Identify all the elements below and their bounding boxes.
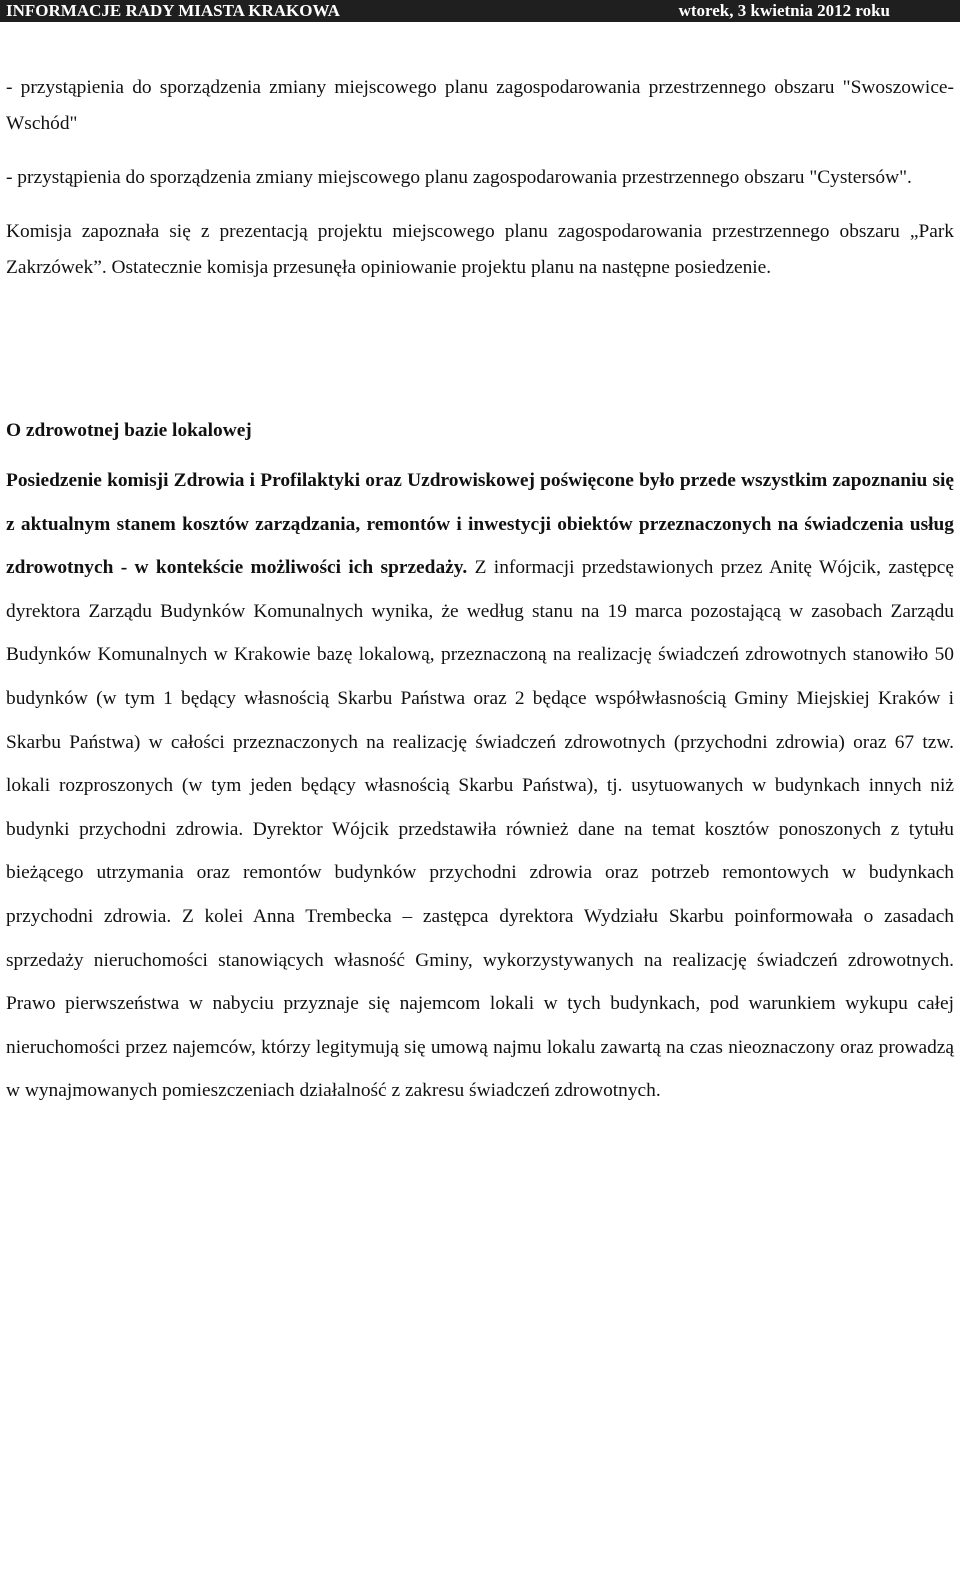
section-paragraph [6,459,954,1113]
list-item: - przystąpienia do sporządzenia zmiany miejscowego planu zagospodarowania przestrzennego obszaru "Swoszowice-Wschód" [6,77,954,134]
document-body [6,70,954,1113]
publication-date: wtorek, 3 kwietnia 2012 roku [678,1,890,20]
page-header [0,0,960,22]
spacer [6,142,954,160]
spacer [6,449,954,459]
body-text: Z informacji przedstawionych przez Anitę Wójcik, zastępcę dyrektora Zarządu Budynków Komunalnych wynika, że według stanu na 19 marca pozostającą w zasobach Zarządu Budynków Komunalnych w Krakowie bazę lokalową, przeznaczoną na realizację świadczeń zdrowotnych stanowiło 50 budynków (w tym 1 będący własnością Skarbu Państwa oraz 2 będące współwłasnością Gminy Miejskiej Kraków i Skarbu Państwa) w całości przeznaczonych na realizację świadczeń zdrowotnych (przychodni zdrowia) oraz 67 tzw. lokali rozproszonych (w tym jeden będący własnością Skarbu Państwa), tj. usytuowanych w budynkach innych niż budynki przychodni zdrowia. Dyrektor Wójcik przedstawiła również dane na temat kosztów ponoszonych z tytułu bieżącego utrzymania oraz remontów budynków przychodni zdrowia oraz potrzeb remontowych w budynkach przychodni zdrowia. Z kolei Anna Trembecka – zastępca dyrektora Wydziału Skarbu poinformowała o zasadach sprzedaży nieruchomości stanowiących własność Gminy, wykorzystywanych na realizację świadczeń zdrowotnych. Prawo pierwszeństwa w nabyciu przyznaje się najemcom lokali w tych budynkach, pod warunkiem wykupu całej nieruchomości przez najemców, którzy legitymują się umową najmu lokalu zawartą na czas nieoznaczony oraz prowadzą w wynajmowanych pomieszczeniach działalność z zakresu świadczeń zdrowotnych. [6,557,954,1102]
section-heading: O zdrowotnej bazie lokalowej [6,420,252,441]
commission-note: Komisja zapoznała się z prezentacją projektu miejscowego planu zagospodarowania przestrzennego obszaru „Park Zakrzówek”. Ostatecznie komisja przesunęła opiniowanie projektu planu na następne posiedzenie. [6,221,954,278]
publication-title: INFORMACJE RADY MIASTA KRAKOWA [6,1,340,20]
list-item: - przystąpienia do sporządzenia zmiany miejscowego planu zagospodarowania przestrzennego obszaru "Cystersów". [6,167,912,188]
spacer [6,286,954,413]
lead-text: Posiedzenie komisji Zdrowia i Profilaktyki oraz Uzdrowiskowej poświęcone było przede wszystkim zapoznaniu się z aktualnym stanem kosztów zarządzania, remontów i inwestycji obiektów przeznaczonych na świadczenia usług zdrowotnych - w kontekście możliwości ich sprzedaży. [6,470,954,579]
spacer [6,196,954,214]
